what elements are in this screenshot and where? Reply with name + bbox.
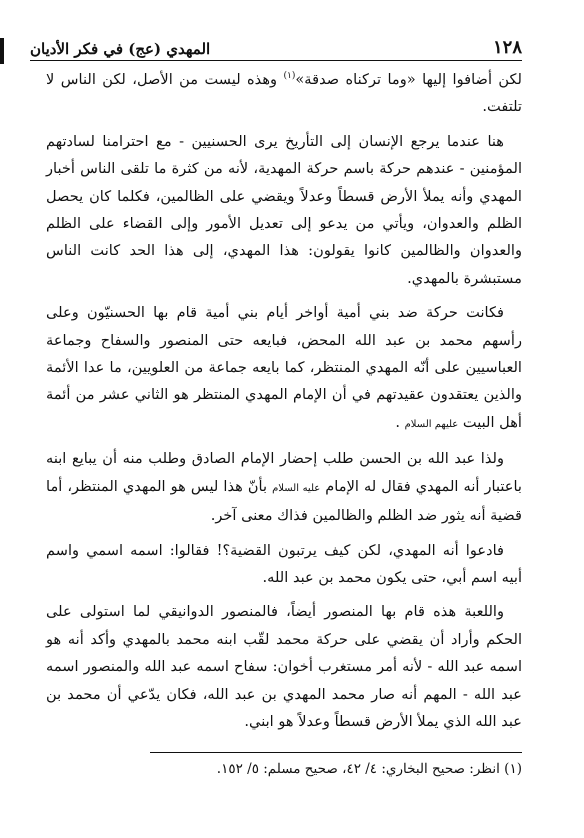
paragraph-4 (46, 445, 522, 529)
paragraph-2: هنا عندما يرجع الإنسان إلى التأريخ يرى الحسنيين - مع احترامنا لسادتهم المؤمنين - عندهم حركة باسم حركة المهدية، لأنه من كثرة ما تلقى الناس أخبار المهدي وأنه يملأ الأرض قسطاً وعدلاً ويقضي على الظالمين، فكلما كان يحصل الظلم والعدوان، ويأتي من يدعو إلى تعديل الأمور وإلى القضاء على الظلم والعدوان والظالمين كانوا يقولون: هذا المهدي، إلى هذا الحد كانت الناس مستبشرة بالمهدي. (46, 132, 522, 287)
running-title: المهدي (عج) في فكر الأديان (30, 40, 211, 58)
paragraph-3-text: فكانت حركة ضد بني أمية أواخر أيام بني أمية قام بها الحسنيّون وعلى رأسهم محمد بن عبد الله المحض، فبايعه حتى المنصور والسفاح وجماعة العباسيين على أنّه المهدي المنتظر، كما بايعه جماعة من العلويين، ما عدا الأئمة والذين يعتقدون عقيدتهم في أن الإمام المهدي المنتظر هو الثاني عشر من أئمة أهل البيت (46, 304, 522, 431)
paragraph-3-text-end: . (395, 413, 405, 431)
honorific-glyph: عليه السلام (272, 482, 321, 494)
paragraph-1-text: لكن أضافوا إليها «وما تركناه صدقة» (295, 71, 522, 88)
paragraph-5: فادعوا أنه المهدي، لكن كيف يرتبون القضية؟! فقالوا: اسمه اسمي واسم أبيه اسم أبي، حتى يكون محمد بن عبد الله. (46, 541, 522, 586)
paragraph-3 (46, 299, 522, 438)
footnote: (١) انظر: صحيح البخاري: ٤/ ٤٢، صحيح مسلم: ٥/ ١٥٢. (216, 761, 522, 777)
page-number: ١٢٨ (492, 37, 522, 58)
page-header (30, 30, 522, 58)
paragraph-4-text-continued: بأنّ هذا ليس هو المهدي المنتظر، أما قضية أنه يثور ضد الظلم والظالمين فذاك معنى آخر. (46, 477, 522, 525)
paragraph-6: واللعبة هذه قام بها المنصور أيضاً، فالمنصور الدوانيقي لما استولى على الحكم وأراد أن يقضي على حركة محمد لقّب ابنه محمد بالمهدي وأكد أنه هو اسمه عبد الله - لأنه أمر مستغرب أخوان: سفاح اسمه عبد الله والمنصور اسمه عبد الله - المهم أنه صار محمد المهدي بن عبد الله، فكان يدّعي أن محمد بن عبد الله الذي يملأ الأرض قسطاً وعدلاً هو ابني. (46, 603, 522, 730)
body-text (46, 66, 522, 742)
header-rule (30, 60, 522, 61)
paragraph-4-text: ولذا عبد الله بن الحسن طلب إحضار الإمام الصادق وطلب منه أن يبايع ابنه باعتبار أنه المهدي فقال له الإمام (46, 450, 522, 495)
footnote-reference: (١) (283, 71, 296, 82)
paragraph-1-text-continued: وهذه ليست من الأصل، لكن الناس لا تلتفت. (46, 71, 522, 116)
page-edge-mark (0, 38, 4, 64)
paragraph-1 (46, 66, 522, 121)
footnote-rule (150, 752, 522, 753)
honorific-glyph: عليهم السلام (404, 418, 459, 430)
